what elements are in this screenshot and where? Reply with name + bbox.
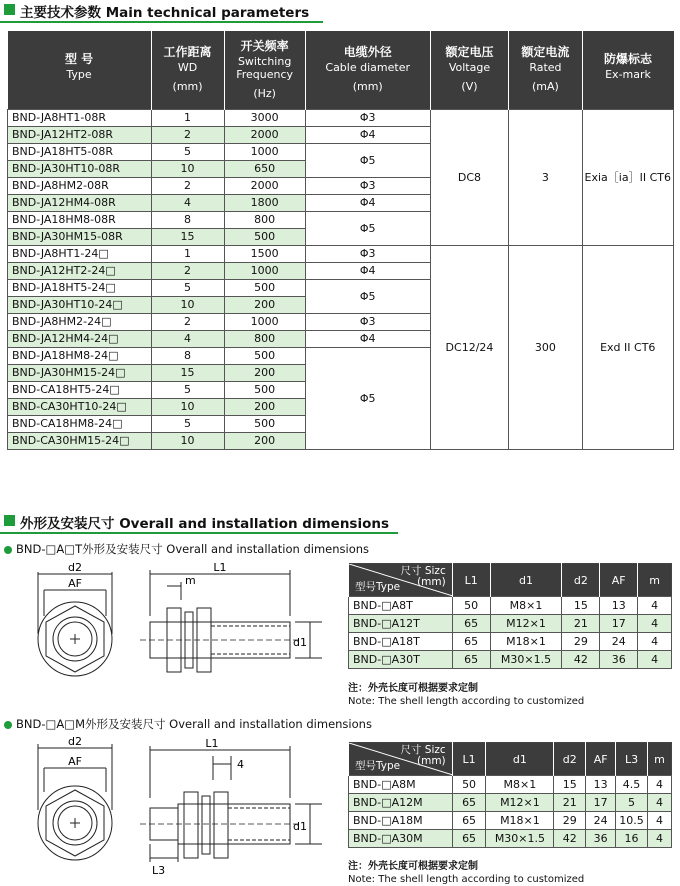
cell-cable: Φ5	[305, 211, 430, 245]
cell-frequency: 500	[224, 347, 305, 364]
cell-wd: 2	[151, 262, 224, 279]
cell-exmark: Exd II CT6	[582, 245, 673, 449]
cell-model: BND-CA18HT5-24□	[8, 381, 152, 398]
bullet-icon	[4, 546, 12, 554]
cell-cable: Φ3	[305, 313, 430, 330]
table-row	[349, 597, 672, 615]
cell-model: BND-□A30M	[349, 830, 453, 848]
cell-frequency: 2000	[224, 126, 305, 143]
cell-value: 65	[452, 651, 490, 669]
header-cn: 型 号	[64, 51, 94, 66]
cell-value: 21	[562, 615, 600, 633]
section-title-parameters: 主要技术参数 Main technical parameters	[20, 5, 310, 21]
cell-model: BND-CA30HM15-24□	[8, 432, 152, 449]
cell-model: BND-CA18HM8-24□	[8, 415, 152, 432]
corner-header	[349, 564, 453, 597]
t-series-drawing	[0, 560, 330, 710]
cell-frequency: 800	[224, 330, 305, 347]
label-4: 4	[237, 758, 244, 771]
cell-frequency: 1000	[224, 143, 305, 160]
cell-value: 24	[600, 633, 638, 651]
cell-cable: Φ3	[305, 177, 430, 194]
cell-value: 17	[586, 794, 616, 812]
cell-frequency: 500	[224, 228, 305, 245]
header-en: Voltage	[448, 61, 491, 75]
table-row	[349, 633, 672, 651]
column-header	[305, 31, 430, 109]
cell-value: M12×1	[490, 615, 562, 633]
dim-column-header: AF	[586, 743, 616, 776]
section-rule	[0, 21, 323, 23]
table-row	[349, 776, 672, 794]
cell-frequency: 1000	[224, 313, 305, 330]
cell-model: BND-JA30HM15-24□	[8, 364, 152, 381]
header-cn: 防爆标志	[604, 51, 653, 66]
cell-wd: 5	[151, 381, 224, 398]
t-series-note	[348, 682, 584, 708]
cell-exmark: Exia［ia］II CT6	[582, 109, 673, 245]
cell-wd: 5	[151, 415, 224, 432]
cell-frequency: 1000	[224, 262, 305, 279]
cell-wd: 2	[151, 126, 224, 143]
cell-value: 42	[562, 651, 600, 669]
dim-column-header: L3	[616, 743, 648, 776]
section-marker	[4, 4, 15, 15]
cell-frequency: 500	[224, 279, 305, 296]
cell-cable: Φ3	[305, 109, 430, 126]
column-header	[582, 31, 673, 109]
label-d1: d1	[293, 636, 307, 649]
parameters-header-row	[8, 31, 674, 109]
cell-frequency: 200	[224, 364, 305, 381]
cell-value: M18×1	[486, 812, 554, 830]
corner-size-label: 尺寸 Sizc	[400, 565, 446, 577]
table-row	[349, 830, 672, 848]
cell-wd: 10	[151, 296, 224, 313]
washer	[202, 796, 210, 854]
dim-column-header: d2	[562, 564, 600, 597]
cell-value: 4.5	[616, 776, 648, 794]
cell-value: 4	[638, 651, 672, 669]
column-header	[430, 31, 509, 109]
label-m: m	[185, 574, 196, 587]
cell-value: 10.5	[616, 812, 648, 830]
cell-value: M30×1.5	[486, 830, 554, 848]
corner-size-label: 尺寸 Sizc	[400, 744, 446, 756]
label-l1: L1	[213, 561, 227, 574]
header-unit: (mm)	[172, 80, 203, 94]
table-row	[349, 794, 672, 812]
table-row	[8, 109, 674, 126]
cell-frequency: 500	[224, 415, 305, 432]
dim-column-header: L1	[452, 564, 490, 597]
cell-cable: Φ5	[305, 279, 430, 313]
section-marker	[4, 515, 15, 526]
cell-wd: 4	[151, 194, 224, 211]
table-row	[349, 615, 672, 633]
cell-wd: 10	[151, 432, 224, 449]
cell-value: 13	[586, 776, 616, 794]
cell-frequency: 1500	[224, 245, 305, 262]
cell-wd: 2	[151, 177, 224, 194]
header-cn: 额定电压	[445, 45, 494, 60]
nut-left	[184, 792, 198, 858]
cell-wd: 1	[151, 245, 224, 262]
cell-frequency: 500	[224, 381, 305, 398]
cell-model: BND-JA12HM4-24□	[8, 330, 152, 347]
cell-wd: 10	[151, 398, 224, 415]
cell-cable: Φ4	[305, 330, 430, 347]
cell-model: BND-JA8HT1-08R	[8, 109, 152, 126]
parameters-table	[7, 31, 674, 450]
cell-value: 15	[562, 597, 600, 615]
cell-value: 36	[600, 651, 638, 669]
corner-unit: (mm)	[417, 576, 446, 588]
corner-header	[349, 743, 453, 776]
cell-model: BND-JA12HT2-24□	[8, 262, 152, 279]
cell-value: 4	[638, 633, 672, 651]
dim-column-header: L1	[452, 743, 486, 776]
cell-wd: 15	[151, 228, 224, 245]
cell-value: 15	[554, 776, 586, 794]
t-series-subtitle-text: BND-□A□T外形及安装尺寸 Overall and installation dimensions	[16, 542, 370, 556]
header-cn: 开关频率	[240, 38, 289, 53]
note-en: Note: The shell length according to customized	[348, 874, 585, 885]
cell-wd: 5	[151, 143, 224, 160]
label-d1: d1	[293, 820, 307, 833]
header-unit: (mA)	[532, 80, 559, 94]
cell-model: BND-JA8HM2-24□	[8, 313, 152, 330]
column-header	[509, 31, 582, 109]
cell-model: BND-JA18HM8-08R	[8, 211, 152, 228]
cell-value: 4	[648, 812, 672, 830]
cell-model: BND-□A12M	[349, 794, 453, 812]
cell-value: 4	[638, 615, 672, 633]
m-series-table	[348, 742, 672, 848]
m-series-subtitle	[4, 716, 372, 732]
header-en: Switching Frequency	[236, 54, 294, 81]
cell-frequency: 3000	[224, 109, 305, 126]
header-en: Ex-mark	[605, 67, 651, 81]
cell-wd: 8	[151, 211, 224, 228]
m-series-note	[348, 860, 584, 886]
cell-model: BND-JA12HM4-08R	[8, 194, 152, 211]
parameters-body	[8, 109, 674, 449]
table-row	[349, 812, 672, 830]
label-af: AF	[68, 577, 82, 590]
corner-type: 型号Type	[355, 760, 401, 772]
corner-type: 型号Type	[355, 581, 401, 593]
section-rule	[0, 532, 398, 534]
cell-value: 29	[562, 633, 600, 651]
label-d2: d2	[68, 735, 82, 748]
header-unit: (V)	[461, 80, 478, 94]
header-unit: (mm)	[352, 80, 383, 94]
cell-cable: Φ3	[305, 245, 430, 262]
cell-frequency: 200	[224, 398, 305, 415]
cell-value: 65	[452, 794, 486, 812]
label-d2: d2	[68, 561, 82, 574]
note-en: Note: The shell length according to customized	[348, 696, 585, 707]
cell-model: BND-JA18HT5-08R	[8, 143, 152, 160]
cell-wd: 5	[151, 279, 224, 296]
m-series-drawing	[0, 734, 340, 884]
cell-cable: Φ4	[305, 194, 430, 211]
cell-model: BND-□A8T	[349, 597, 453, 615]
cell-model: BND-□A18T	[349, 633, 453, 651]
section-title-dimensions: 外形及安装尺寸 Overall and installation dimensions	[20, 516, 390, 532]
cell-frequency: 1800	[224, 194, 305, 211]
t-series-subtitle	[4, 541, 369, 557]
cell-cable: Φ5	[305, 143, 430, 177]
cell-value: 65	[452, 812, 486, 830]
header-en: Rated	[529, 61, 562, 75]
cell-value: M18×1	[490, 633, 562, 651]
label-af: AF	[68, 755, 82, 768]
note-cn: 注：外壳长度可根据要求定制	[348, 683, 478, 694]
cell-model: BND-JA12HT2-08R	[8, 126, 152, 143]
cell-value: 65	[452, 830, 486, 848]
cell-value: 24	[586, 812, 616, 830]
header-cn: 工作距离	[163, 45, 212, 60]
cell-wd: 10	[151, 160, 224, 177]
cell-wd: 8	[151, 347, 224, 364]
header-cn: 电缆外径	[343, 45, 392, 60]
cell-frequency: 200	[224, 296, 305, 313]
cell-value: 21	[554, 794, 586, 812]
cell-voltage: DC8	[430, 109, 509, 245]
cell-model: BND-□A18M	[349, 812, 453, 830]
header-unit: (Hz)	[253, 86, 276, 100]
corner-unit: (mm)	[417, 755, 446, 767]
cell-frequency: 2000	[224, 177, 305, 194]
cell-model: BND-□A30T	[349, 651, 453, 669]
cell-value: 17	[600, 615, 638, 633]
cell-model: BND-JA8HM2-08R	[8, 177, 152, 194]
bullet-icon	[4, 721, 12, 729]
column-header	[151, 31, 224, 109]
cell-value: 4	[648, 830, 672, 848]
cell-value: 4	[648, 794, 672, 812]
header-cn: 额定电流	[521, 45, 570, 60]
cell-model: BND-□A12T	[349, 615, 453, 633]
cell-current: 3	[509, 109, 582, 245]
note-cn: 注：外壳长度可根据要求定制	[348, 861, 478, 872]
header-en: Cable diameter	[325, 61, 410, 75]
cell-frequency: 650	[224, 160, 305, 177]
cell-cable: Φ5	[305, 347, 430, 449]
cell-value: 36	[586, 830, 616, 848]
cell-value: 50	[452, 776, 486, 794]
dim-column-header: m	[648, 743, 672, 776]
cell-value: 4	[648, 776, 672, 794]
cell-frequency: 200	[224, 432, 305, 449]
label-l1: L1	[205, 737, 219, 750]
cell-model: BND-CA30HT10-24□	[8, 398, 152, 415]
cell-cable: Φ4	[305, 262, 430, 279]
dim-header-row	[349, 743, 672, 776]
column-header	[8, 31, 152, 109]
cell-value: 42	[554, 830, 586, 848]
header-en: Type	[66, 67, 92, 81]
cell-value: M30×1.5	[490, 651, 562, 669]
table-row	[349, 651, 672, 669]
header-en: WD	[177, 61, 198, 75]
dim-header-row	[349, 564, 672, 597]
label-l3: L3	[152, 864, 166, 877]
cell-wd: 4	[151, 330, 224, 347]
cell-model: BND-JA18HM8-24□	[8, 347, 152, 364]
cell-current: 300	[509, 245, 582, 449]
t-series-table	[348, 563, 672, 669]
cell-cable: Φ4	[305, 126, 430, 143]
m-series-subtitle-text: BND-□A□M外形及安装尺寸 Overall and installation dimensions	[16, 717, 372, 731]
cell-value: 50	[452, 597, 490, 615]
cell-value: M8×1	[486, 776, 554, 794]
cell-value: 65	[452, 615, 490, 633]
cell-model: BND-□A8M	[349, 776, 453, 794]
corner-size	[400, 745, 445, 767]
table-row	[8, 245, 674, 262]
cell-model: BND-JA30HM15-08R	[8, 228, 152, 245]
dim-column-header: d2	[554, 743, 586, 776]
cell-wd: 2	[151, 313, 224, 330]
dim-column-header: AF	[600, 564, 638, 597]
nut-right	[214, 792, 228, 858]
cell-model: BND-JA30HT10-24□	[8, 296, 152, 313]
cell-model: BND-JA30HT10-08R	[8, 160, 152, 177]
cell-value: 13	[600, 597, 638, 615]
cell-value: 16	[616, 830, 648, 848]
dim-column-header: m	[638, 564, 672, 597]
column-header	[224, 31, 305, 109]
cell-value: M8×1	[490, 597, 562, 615]
dim-column-header: d1	[486, 743, 554, 776]
cell-value: 4	[638, 597, 672, 615]
corner-size	[401, 566, 446, 588]
cell-value: M12×1	[486, 794, 554, 812]
cell-voltage: DC12/24	[430, 245, 509, 449]
cell-frequency: 800	[224, 211, 305, 228]
cell-wd: 1	[151, 109, 224, 126]
cell-value: 65	[452, 633, 490, 651]
dim-column-header: d1	[490, 564, 562, 597]
cell-value: 29	[554, 812, 586, 830]
cell-model: BND-JA8HT1-24□	[8, 245, 152, 262]
cell-value: 5	[616, 794, 648, 812]
cell-model: BND-JA18HT5-24□	[8, 279, 152, 296]
cell-wd: 15	[151, 364, 224, 381]
